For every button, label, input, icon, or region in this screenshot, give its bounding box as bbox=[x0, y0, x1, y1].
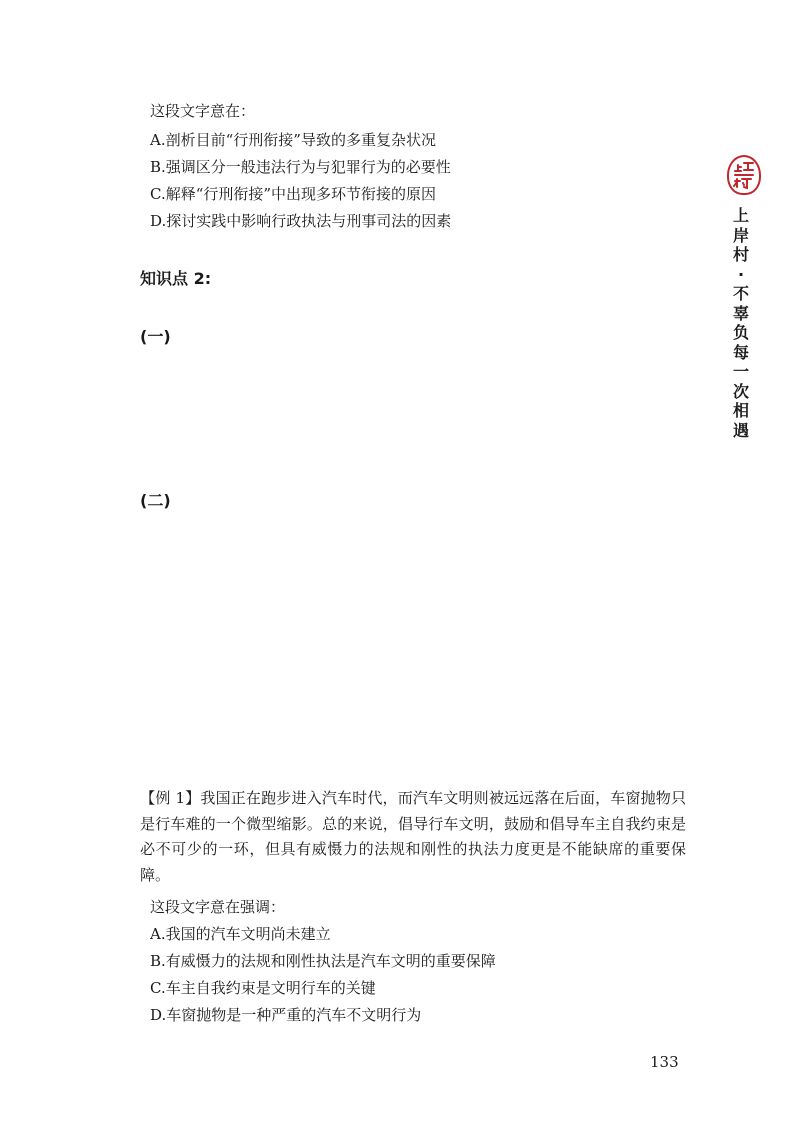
example1-option-d: D.车窗抛物是一种严重的汽车不文明行为 bbox=[150, 1006, 422, 1024]
slogan-char: · bbox=[737, 264, 745, 284]
slogan-char: 一 bbox=[732, 362, 749, 381]
slogan-char: 辜 bbox=[732, 303, 749, 323]
slogan-char: 村 bbox=[732, 245, 749, 264]
example1-paragraph bbox=[140, 786, 686, 888]
page-number: 133 bbox=[650, 1053, 679, 1071]
example1-text: 【例 1】我国正在跑步进入汽车时代，而汽车文明则被远远落在后面，车窗抛物只是行车难的一个微型缩影。总的来说，倡导行车文明，鼓励和倡导车主自我约束是必不可少的一环，但具有威慑力的法规和刚性的执法力度更是不能缺席的重要保障。 bbox=[140, 789, 686, 884]
question1-option-b: B.强调区分一般违法行为与犯罪行为的必要性 bbox=[150, 158, 451, 176]
example1-prompt: 这段文字意在强调： bbox=[150, 898, 286, 916]
section-one-heading: (一) bbox=[140, 327, 171, 346]
slogan-char: 负 bbox=[732, 323, 749, 342]
question1-prompt: 这段文字意在： bbox=[150, 102, 256, 120]
section-two-heading: (二) bbox=[140, 491, 171, 510]
slogan-char: 每 bbox=[732, 342, 749, 362]
slogan-char: 不 bbox=[732, 284, 749, 303]
seal-glyph-icon bbox=[729, 157, 759, 193]
example1-option-b: B.有威慑力的法规和刚性执法是汽车文明的重要保障 bbox=[150, 952, 496, 970]
slogan-char: 次 bbox=[732, 381, 749, 401]
slogan-char: 上 bbox=[732, 206, 749, 225]
brand-slogan-vertical bbox=[731, 206, 751, 440]
example1-option-a: A.我国的汽车文明尚未建立 bbox=[150, 925, 331, 943]
slogan-char: 遇 bbox=[732, 420, 749, 440]
question1-option-a: A.剖析目前“行刑衔接”导致的多重复杂状况 bbox=[150, 131, 436, 149]
slogan-char: 岸 bbox=[732, 225, 749, 245]
question1-option-c: C.解释“行刑衔接”中出现多环节衔接的原因 bbox=[150, 185, 437, 203]
example1-option-c: C.车主自我约束是文明行车的关键 bbox=[150, 979, 376, 997]
brand-seal-logo bbox=[727, 155, 761, 195]
question1-option-d: D.探讨实践中影响行政执法与刑事司法的因素 bbox=[150, 212, 452, 230]
knowledge-point-title: 知识点 2: bbox=[140, 269, 212, 288]
slogan-char: 相 bbox=[732, 401, 749, 420]
